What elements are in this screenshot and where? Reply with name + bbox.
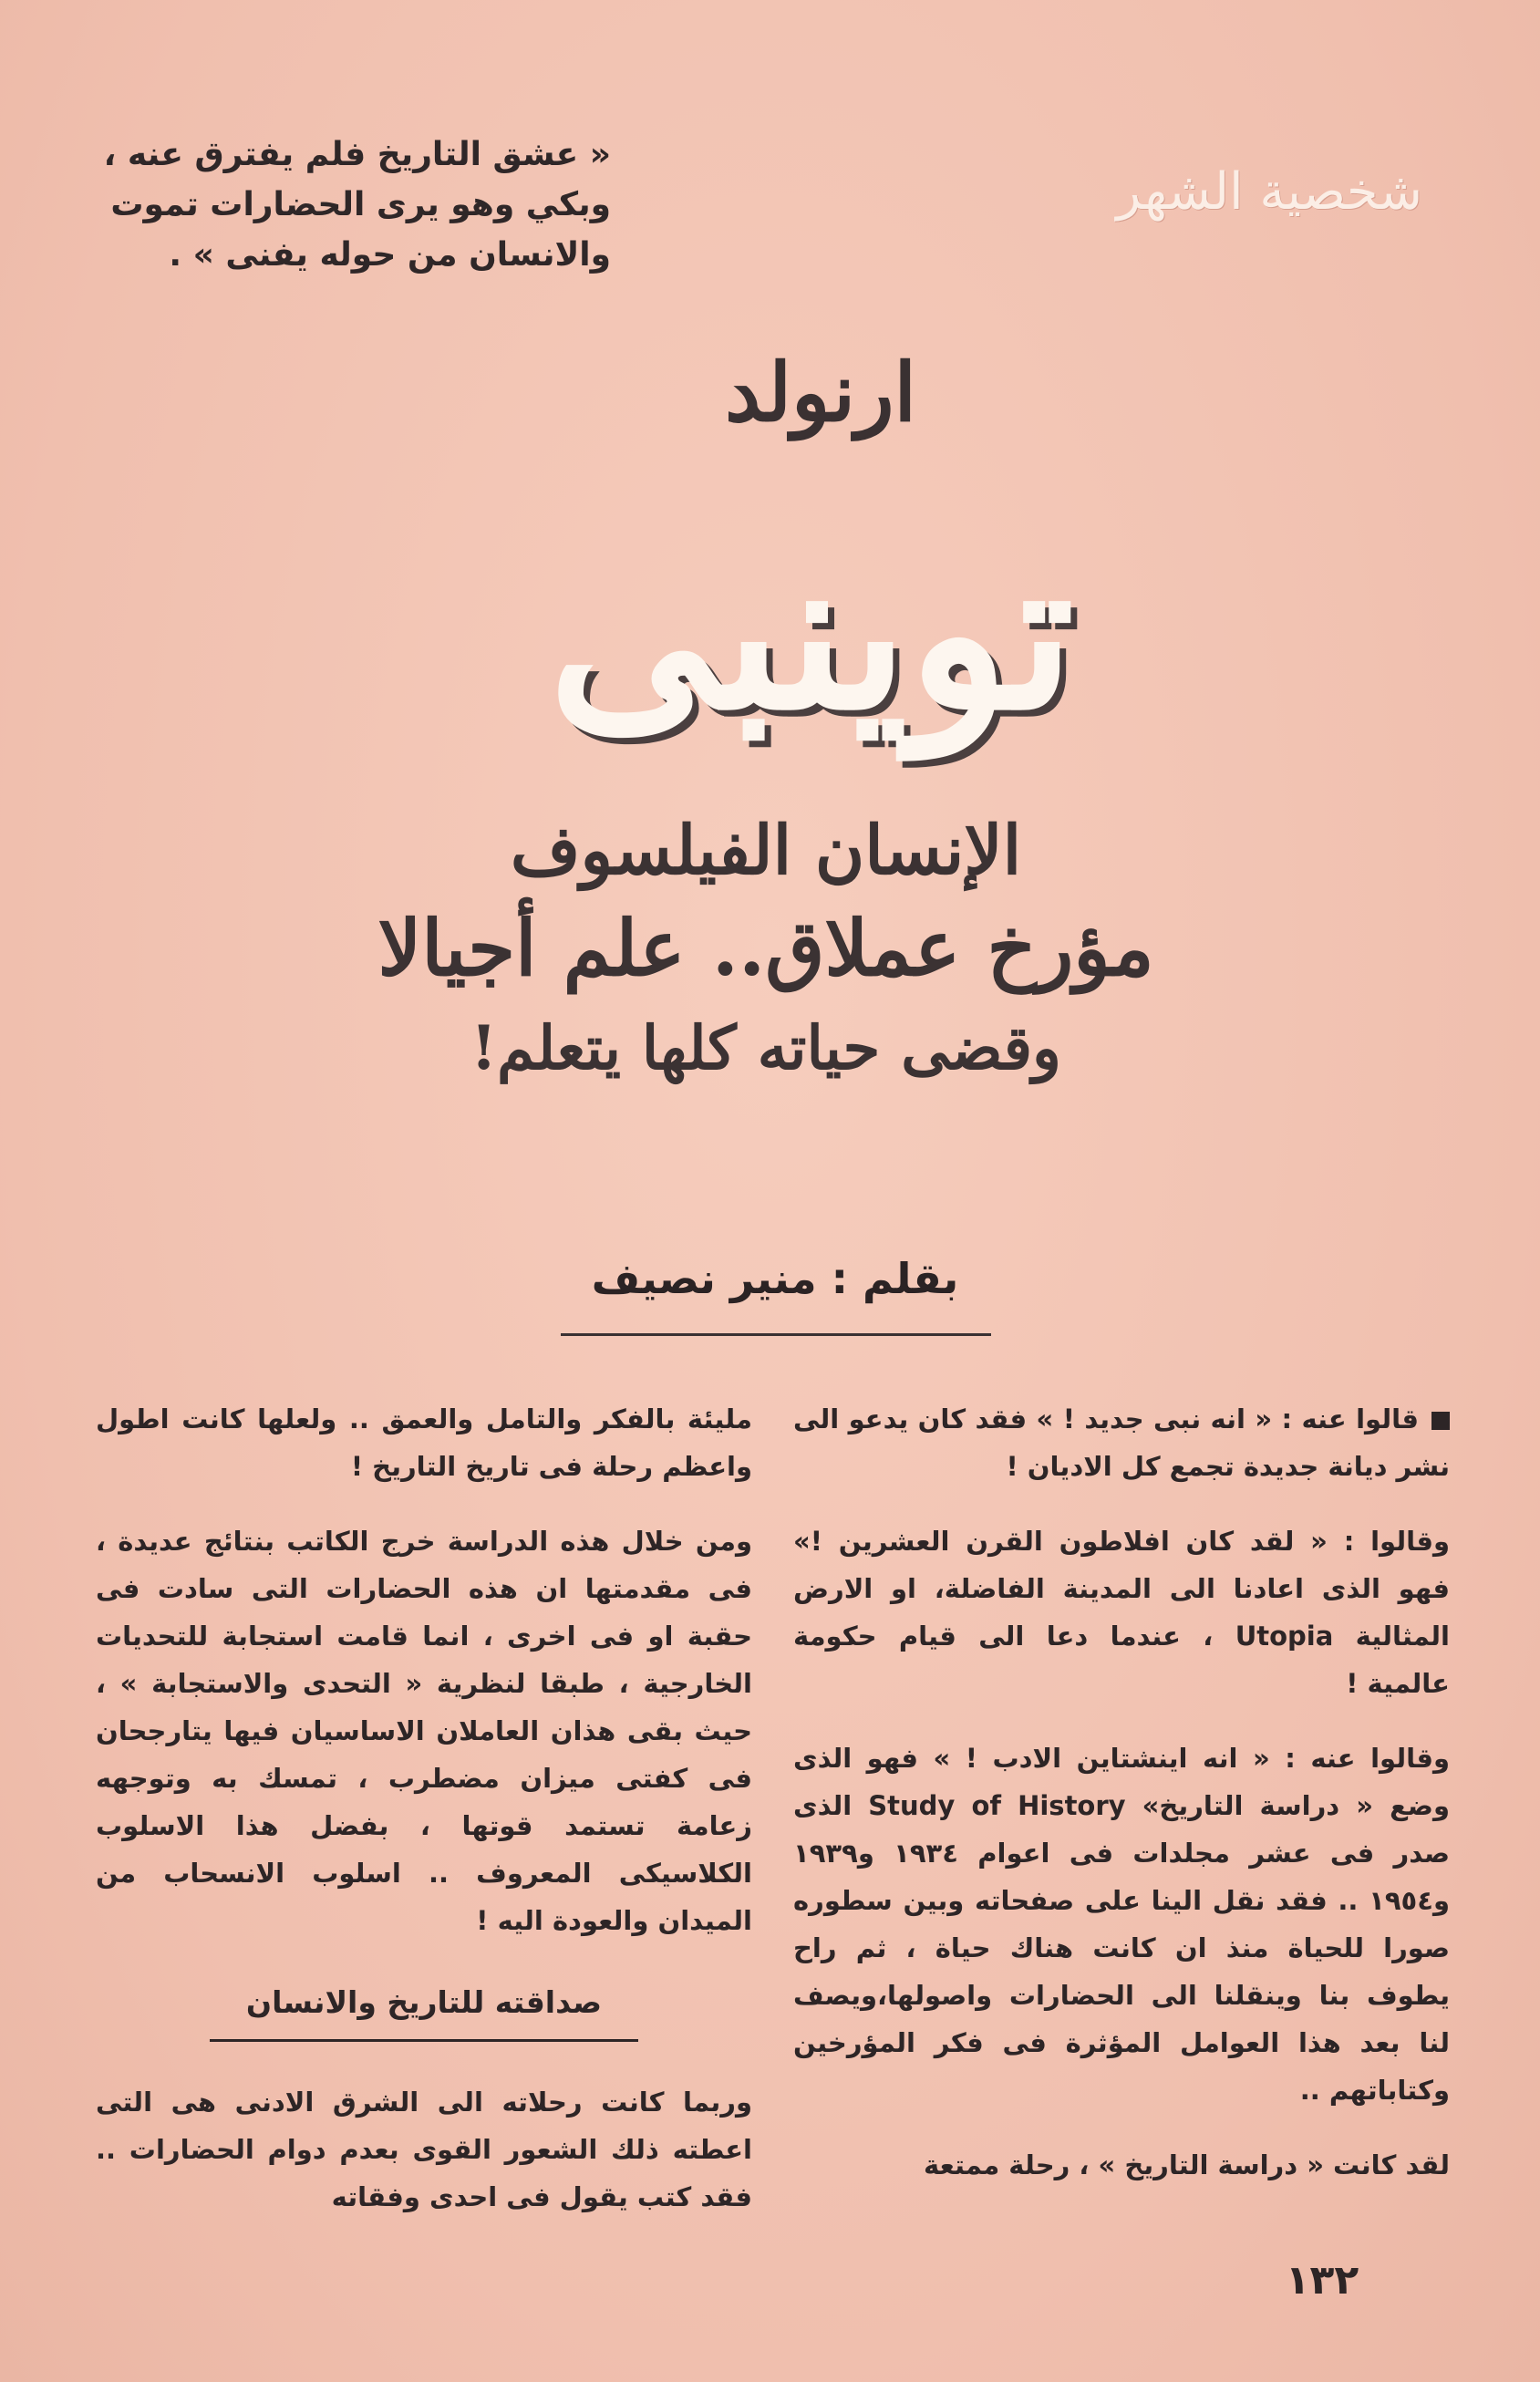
page-number: ١٣٢ — [1285, 2257, 1359, 2304]
square-bullet-icon — [1431, 1412, 1450, 1430]
paragraph: وقالوا عنه : « انه اينشتاين الادب ! » فهو الذى وضع « دراسة التاريخ» Study of History الذى صدر فى عشر مجلدات فى اعوام ١٩٣٤ و١٩٣٩ و١٩٥٤ .. فقد نقل الينا على صفحاته وبين سطوره صورا للحياة منذ ان كانت هناك حياة ، ثم راح يطوف بنا وينقلنا الى الحضارات واصولها،ويصف لنا بعد هذا العوامل المؤثرة فى فكر المؤرخين وكتاباتهم .. — [793, 1743, 1450, 2106]
subheading-text: صداقته للتاريخ والانسان — [210, 1979, 638, 2042]
paragraph: ومن خلال هذه الدراسة خرج الكاتب بنتائج عديدة ، فى مقدمتها ان هذه الحضارات التى سادت فى حقبة او فى اخرى ، انما قامت استجابة للتحديات الخارجية ، طبقا لنظرية « التحدى والاستجابة » ، حيث بقى هذان العاملان الاساسيان فيها يتارجحان فى كفتى ميزان مضطرب ، تمسك به وتوجهه زعامة تستمد قوتها ، بفضل هذا الاسلوب الكلاسيكى المعروف .. اسلوب الانسحاب من الميدان والعودة اليه ! — [96, 1526, 752, 1936]
section-label: شخصية الشهر — [1116, 162, 1422, 222]
article-column-left — [96, 1395, 752, 2248]
paragraph: مليئة بالفكر والتامل والعمق .. ولعلها كانت اطول واعظم رحلة فى تاريخ التاريخ ! — [96, 1403, 752, 1482]
article-column-right — [793, 1395, 1450, 2216]
paragraph-text: قالوا عنه : « انه نبى جديد ! » فقد كان يدعو الى نشر ديانة جديدة تجمع كل الاديان ! — [793, 1403, 1450, 1482]
byline-rule — [561, 1333, 991, 1336]
quote-line: وبكي وهو يرى الحضارات تموت — [110, 186, 611, 223]
paragraph: لقد كانت « دراسة التاريخ » ، رحلة ممتعة — [924, 2149, 1450, 2180]
subtitle-line-1: الإنسان الفيلسوف — [510, 812, 1022, 890]
quote-line: « عشق التاريخ فلم يفترق عنه ، — [103, 136, 611, 173]
title-first-name: ارنولد — [725, 345, 916, 440]
title-last-name: توينبى — [548, 511, 1075, 757]
paragraph: وقالوا : « لقد كان افلاطون القرن العشرين !» فهو الذى اعادنا الى المدينة الفاضلة، او الارض المثالية Utopia ، عندما دعا الى قيام حكومة عالمية ! — [793, 1526, 1450, 1699]
subheading — [96, 1979, 752, 2042]
paragraph — [793, 1395, 1450, 1490]
paragraph: وربما كانت رحلاته الى الشرق الادنى هى التى اعطته ذلك الشعور القوى بعدم دوام الحضارات .. فقد كتب يقول فى احدى وفقاته — [96, 2087, 752, 2212]
byline: بقلم : منير نصيف — [591, 1254, 959, 1303]
subtitle-line-2: مؤرخ عملاق.. علم أجيالا — [377, 903, 1154, 993]
pull-quote — [100, 129, 611, 280]
quote-line: والانسان من حوله يفنى » . — [169, 236, 611, 274]
subtitle-line-3: وقضى حياته كلها يتعلم! — [470, 1012, 1061, 1083]
